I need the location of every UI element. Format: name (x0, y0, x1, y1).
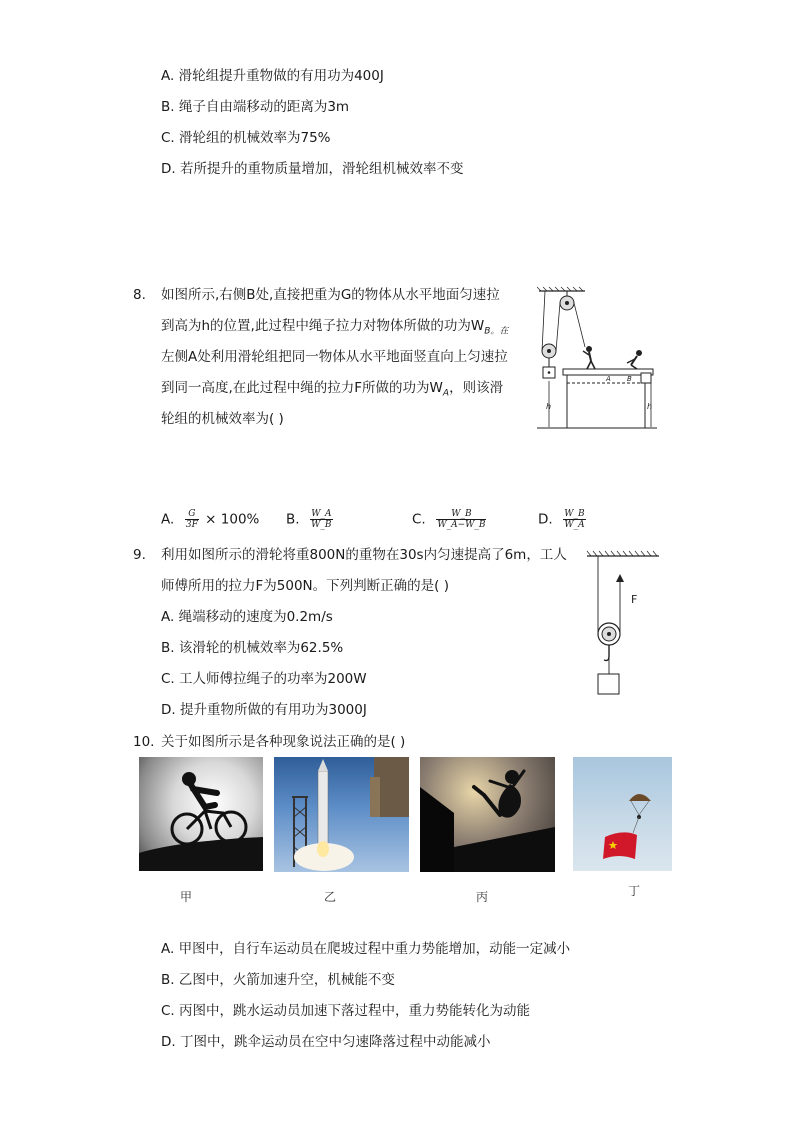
q8-option-b (286, 509, 335, 530)
q10-option-b: B. 乙图中，火箭加速升空，机械能不变 (161, 972, 395, 988)
q8-figure-label-b: B (627, 375, 632, 383)
q9-option-a: A. 绳端移动的速度为0.2m/s (161, 609, 333, 625)
q9-number: 9. (133, 547, 146, 563)
q8-option-b-fraction: $\frac{W\_A}{W\_B}$ (311, 509, 332, 530)
q9-stem-line-1: 利用如图所示的滑轮将重800N的重物在30s内匀速提高了6m，工人 (161, 547, 567, 563)
q9-pulley-figure (583, 546, 663, 698)
photo-caption-jia: 甲 (180, 890, 193, 904)
q10-stem-line-1: 关于如图所示是各种现象说法正确的是( ) (161, 734, 406, 750)
q8-figure-label-a: A (606, 375, 611, 383)
q7-option-a: A. 滑轮组提升重物做的有用功为400J (161, 68, 384, 84)
photo-diver (420, 757, 555, 872)
q8-figure-h-left: h (546, 402, 552, 411)
photo-parachute (573, 757, 672, 871)
q8-option-c (412, 509, 488, 530)
photo-cyclist (139, 757, 263, 871)
q8-pulley-figure (537, 285, 657, 435)
q8-figure-h-right: h (647, 402, 653, 411)
q7-option-b: B. 绳子自由端移动的距离为3m (161, 99, 350, 115)
q8-option-a (161, 509, 259, 530)
q9-option-b: B. 该滑轮的机械效率为62.5% (161, 640, 344, 656)
q8-option-b-label: B. (286, 511, 300, 528)
q7-option-d: D. 若所提升的重物质量增加，滑轮组机械效率不变 (161, 161, 464, 177)
q9-stem-line-2: 师傅所用的拉力F为500N。下列判断正确的是( ) (161, 578, 449, 594)
q8-option-c-fraction: $\frac{W\_B}{W\_A-W\_B}$ (437, 509, 486, 530)
q8-stem-line-4: 到同一高度,在此过程中绳的拉力F所做的功为$W_A$，则该滑 (161, 380, 504, 399)
q8-number: 8. (133, 287, 146, 303)
q8-stem-line-3: 左侧A处利用滑轮组把同一物体从水平地面竖直向上匀速拉 (161, 349, 508, 365)
q10-number: 10. (133, 734, 155, 750)
q8-line4-tail: ，则该滑 (449, 380, 504, 396)
q8-option-a-tail: × 100% (205, 511, 260, 528)
q8-option-a-fraction: $\frac{G}{3F}$ (185, 509, 198, 530)
q8-line4-text: 到同一高度,在此过程中绳的拉力F所做的功为W (161, 380, 443, 396)
photo-caption-bing: 丙 (476, 890, 489, 904)
q8-option-d (538, 509, 588, 530)
q8-line2-text: 到高为h的位置,此过程中绳子拉力对物体所做的功为W (161, 318, 485, 334)
q10-option-c: C. 丙图中，跳水运动员加速下落过程中，重力势能转化为动能 (161, 1003, 531, 1019)
q9-figure-label-f: F (631, 593, 638, 606)
q8-stem-line-1: 如图所示,右侧B处,直接把重为G的物体从水平地面匀速拉 (161, 287, 500, 303)
q9-option-d: D. 提升重物所做的有用功为3000J (161, 702, 367, 718)
q10-option-a: A. 甲图中，自行车运动员在爬坡过程中重力势能增加，动能一定减小 (161, 941, 571, 957)
q8-option-a-label: A. (161, 511, 175, 528)
q8-line2-sub: B。在 (484, 326, 509, 337)
q8-option-c-label: C. (412, 511, 426, 528)
q8-option-d-label: D. (538, 511, 553, 528)
q8-stem-line-5: 轮组的机械效率为( ) (161, 411, 284, 427)
q8-option-d-fraction: $\frac{W\_B}{W\_A}$ (564, 509, 585, 530)
q8-stem-line-2 (161, 316, 508, 342)
q7-option-c: C. 滑轮组的机械效率为75% (161, 130, 331, 146)
photo-rocket (274, 757, 409, 872)
photo-caption-yi: 乙 (324, 890, 337, 904)
q9-option-c: C. 工人师傅拉绳子的功率为200W (161, 671, 367, 687)
photo-caption-ding: 丁 (628, 884, 641, 898)
q10-option-d: D. 丁图中，跳伞运动员在空中匀速降落过程中动能减小 (161, 1034, 491, 1050)
